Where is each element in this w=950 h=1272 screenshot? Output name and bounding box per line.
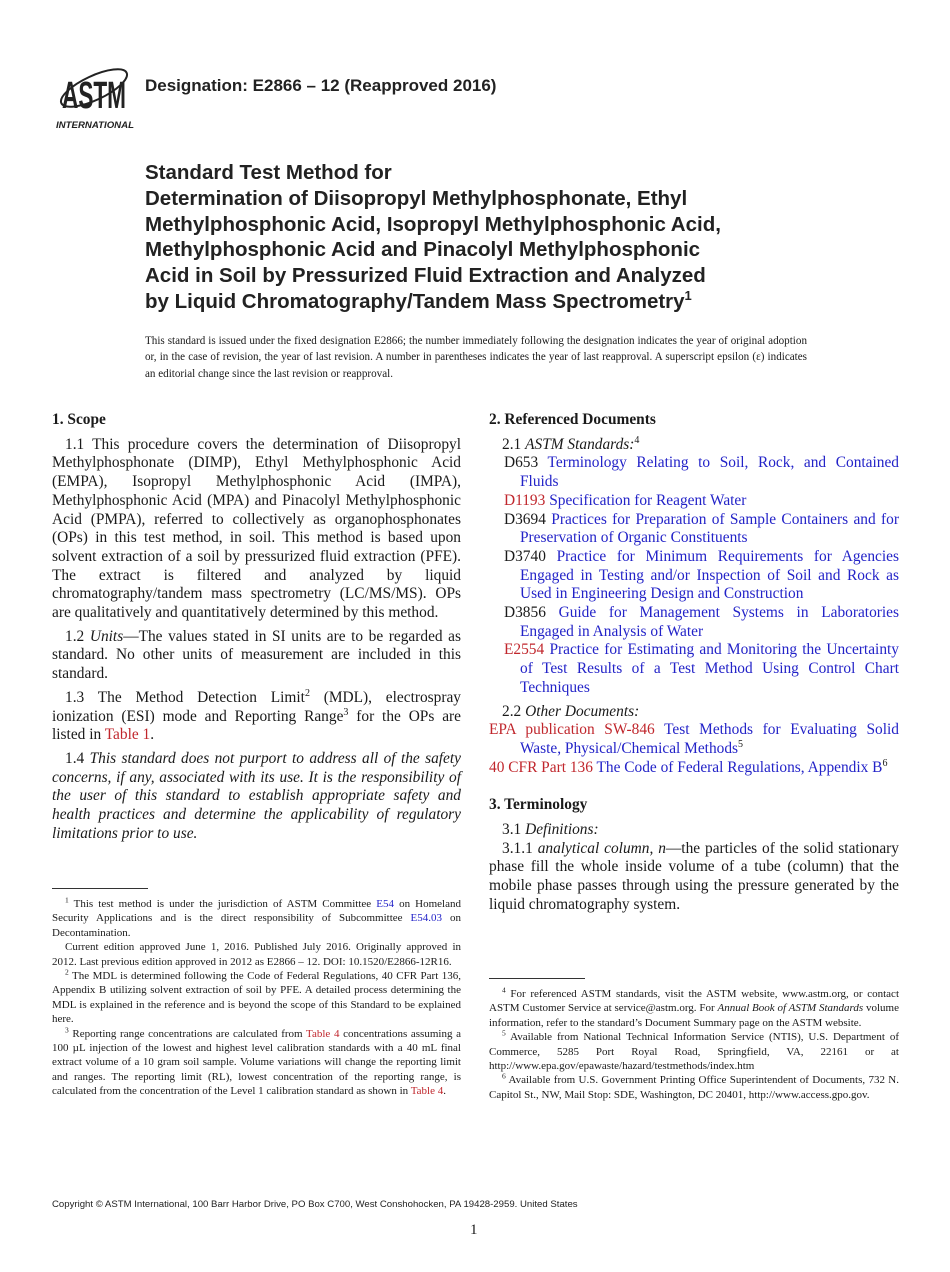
reference-link[interactable]: Practice for Minimum Requirements for Agencies Engaged in Testing and/or Inspection of Soil and Rock as Used in Engineering Design and Construction: [520, 547, 899, 603]
reference-sw846: [489, 721, 899, 758]
other-documents-label: [502, 703, 899, 722]
footnote-number: 3: [65, 1025, 69, 1034]
footnote-text: volume information, refer to the standard’s Document Summary page on the ASTM website.: [489, 1002, 899, 1029]
label: Definitions:: [525, 821, 599, 839]
paragraph-1-2: [52, 628, 461, 684]
reference-d1193: [504, 492, 899, 511]
paragraph-number: 1.2: [65, 627, 90, 645]
footnotes-left: [52, 897, 461, 1099]
reference-link[interactable]: Guide for Management Systems in Laboratories Engaged in Analysis of Water: [520, 604, 899, 640]
title-line: Methylphosphonic Acid, Isopropyl Methylphosphonic Acid,: [145, 212, 721, 236]
table-4-link[interactable]: Table 4: [410, 1085, 444, 1098]
paragraph-1-1: 1.1 This procedure covers the determination of Diisopropyl Methylphosphonate (DIMP), Ethyl Methylphosphonic Acid (EMPA), Isopropyl Methylphosphonic Acid (IMPA), Methylphosphonic Acid (MPA) and Pinacolyl Methylphosphonic Acid (PMPA), referred to collectively as organophosphonates (OPs) in this test method, in soil. This method is based upon solvent extraction of a soil by pressurized fluid extraction (PFE). The extract is filtered and analyzed by liquid chromatography/tandem mass spectrometry (LC/MS/MS). OPs are qualitatively and quantitatively determined by this method.: [52, 435, 461, 622]
paragraph-1-4: [52, 750, 461, 844]
footnote-number: 1: [65, 895, 69, 905]
defined-term: analytical column, n: [537, 839, 666, 857]
reference-link[interactable]: Practices for Preparation of Sample Containers and for Preservation of Organic Constituents: [520, 510, 899, 547]
subcommittee-e54-03-link[interactable]: E54.03: [410, 912, 443, 925]
abstract: This standard is issued under the fixed designation E2866; the number immediately following the designation indicates the year of original adoption or, in the case of revision, the year of last revision. A number in parentheses indicates the year of last reapproval. A superscript epsilon (ε) indicates an editorial change since the last revision or reapproval.: [145, 335, 807, 380]
reference-link[interactable]: Practice for Estimating and Monitoring the Uncertainty of Test Results of a Test Method Using Control Chart Techniques: [520, 641, 899, 696]
footnote-text: Reporting range concentrations are calculated from: [68, 1027, 307, 1040]
footnote-text: For referenced ASTM standards, visit the ASTM website, www.astm.org, or contact ASTM Customer Service at service@astm.org. For: [489, 988, 899, 1015]
paragraph-number: 2.1: [502, 435, 526, 453]
footnote-5: [489, 1030, 899, 1073]
title-line: [145, 289, 721, 315]
section-heading-scope: 1. Scope: [52, 411, 106, 428]
title-line-text: by Liquid Chromatography/Tandem Mass Spectrometry: [145, 289, 685, 313]
reference-code: D3740: [504, 547, 546, 565]
designation: Designation: E2866 – 12 (Reapproved 2016): [145, 76, 497, 95]
footnote-text: .: [443, 1085, 446, 1098]
reference-d3740: [504, 548, 899, 604]
footnote-mark[interactable]: 2: [304, 687, 310, 699]
paragraph-text: for the OPs are listed in: [52, 707, 461, 744]
paragraph-number: 3.1: [502, 821, 526, 839]
footnote-6: [489, 1073, 899, 1102]
edition-note: Current edition approved June 1, 2016. Published July 2016. Originally approved in 2012. Last previous edition approved in 2012 as E2866 – 12. DOI: 10.1520/E2866-12R16.: [52, 941, 461, 968]
reference-code: D3694: [504, 510, 546, 528]
svg-text:INTERNATIONAL: INTERNATIONAL: [56, 120, 135, 131]
footnote-number: 4: [502, 985, 506, 995]
title-line: Acid in Soil by Pressurized Fluid Extraction and Analyzed: [145, 264, 706, 288]
paragraph-number: 2.2: [502, 702, 526, 720]
svg-text:ASTM: ASTM: [62, 75, 126, 117]
reference-d653: [504, 454, 899, 491]
footnote-divider: [489, 978, 585, 979]
footnote-number: 5: [502, 1028, 506, 1038]
book-title: Annual Book of ASTM Standards: [717, 1002, 864, 1015]
right-column: [489, 411, 899, 915]
title-line: Standard Test Method for: [145, 161, 392, 184]
document-title: [145, 160, 721, 315]
footnote-text: Available from U.S. Government Printing Office Superintendent of Documents, 732 N. Capitol St., NW, Mail Stop: SDE, Washington, DC 20401, http://www.access.gpo.gov.: [489, 1074, 899, 1101]
footnote-divider: [52, 888, 148, 889]
committee-e54-link[interactable]: E54: [376, 898, 394, 910]
table-1-link[interactable]: Table 1: [104, 726, 151, 744]
paragraph-text: (MDL), electrospray ionization (ESI) mode and Reporting Range: [52, 688, 462, 725]
footnotes-right: [489, 987, 899, 1102]
label: ASTM Standards:: [525, 435, 635, 453]
page-number: 1: [470, 1222, 478, 1238]
copyright-notice: Copyright © ASTM International, 100 Barr Harbor Drive, PO Box C700, West Conshohocken, PA 19428-2959. United States: [52, 1199, 578, 1210]
reference-link[interactable]: Terminology Relating to Soil, Rock, and Contained Fluids: [520, 454, 899, 491]
label: Other Documents:: [525, 702, 640, 720]
footnote-3: [52, 1027, 461, 1099]
paragraph-text: —The values stated in SI units are to be regarded as standard. No other units of measurement are included in this standard.: [52, 627, 461, 683]
reference-d3694: [504, 511, 899, 548]
paragraph-number: 1.4: [65, 749, 90, 767]
reference-code-link[interactable]: D1193: [504, 491, 546, 509]
footnote-number: 6: [502, 1071, 506, 1081]
footnote-text: Available from National Technical Information Service (NTIS), U.S. Department of Commerce, 5285 Port Royal Road, Springfield, VA, 22161 or at http://www.epa.gov/epawaste/hazard/testmethods/index.htm: [489, 1031, 899, 1073]
astm-standards-label: [502, 436, 899, 455]
reference-code: D653: [504, 454, 539, 472]
footnote-text: on Decontamination.: [52, 912, 462, 939]
reference-40cfr136: [489, 759, 899, 778]
reference-link[interactable]: Specification for Reagent Water: [549, 491, 747, 509]
section-heading-terminology: 3. Terminology: [489, 796, 588, 814]
paragraph-number: 3.1.1: [502, 839, 538, 857]
footnote-mark[interactable]: 1: [684, 288, 692, 304]
paragraph-text: 1.3 The Method Detection Limit: [65, 688, 305, 706]
footnote-1: [52, 897, 461, 940]
footnote-mark[interactable]: 3: [343, 706, 349, 718]
reference-code-link[interactable]: E2554: [504, 641, 545, 659]
footnote-number: 2: [65, 967, 69, 977]
footnote-mark[interactable]: 4: [634, 434, 640, 446]
footnote-text: on Homeland Security Applications and is the direct responsibility of Subcommittee: [52, 898, 461, 925]
footnote-text: The MDL is determined following the Code of Federal Regulations, 40 CFR Part 136, Appendix B utilizing solvent extraction of soil by PFE. A detailed process determining the MDL is explained in the reference and is beyond the scope of this Standard to be explained here.: [52, 970, 461, 1026]
astm-logo: [56, 58, 136, 134]
footnote-mark[interactable]: 6: [882, 757, 888, 769]
reference-code-link[interactable]: 40 CFR Part 136: [489, 758, 593, 776]
reference-code: D3856: [504, 604, 546, 622]
left-column: [52, 411, 461, 843]
definition-text: —the particles of the solid stationary phase fill the whole inside volume of a tube (column) that the mobile phase passes through using the pressure generated by the liquid chromatography system.: [489, 839, 899, 913]
title-line: Methylphosphonic Acid and Pinacolyl Methylphosphonic: [145, 238, 701, 262]
reference-code-link[interactable]: EPA publication SW-846: [489, 721, 655, 739]
footnote-2: [52, 969, 461, 1027]
reference-link[interactable]: Test Methods for Evaluating Solid Waste, Physical/Chemical Methods: [520, 721, 899, 757]
reference-d3856: [504, 604, 899, 641]
units-label: Units: [89, 627, 124, 645]
section-heading-referenced-documents: 2. Referenced Documents: [489, 411, 656, 428]
footnote-text: This test method is under the jurisdiction of ASTM Committee: [68, 898, 377, 910]
reference-e2554: [504, 641, 899, 697]
footnote-4: [489, 987, 899, 1030]
safety-caveat: This standard does not purport to address all of the safety concerns, if any, associated with its use. It is the responsibility of the user of this standard to establish appropriate safety and health practices and determine the applicability of regulatory limitations prior to use.: [52, 749, 461, 842]
title-line: Determination of Diisopropyl Methylphosphonate, Ethyl: [145, 186, 688, 210]
paragraph-1-3: [52, 689, 461, 745]
paragraph-text: .: [150, 726, 155, 744]
reference-link[interactable]: The Code of Federal Regulations, Appendix B: [596, 758, 883, 776]
footnote-text: concentrations assuming a 100 µL injection of the lowest and highest level calibration standards with a 40 mL final extract volume of a 10 gram soil sample. Volume variations will change the reporting limit and ranges. The reporting limit (RL), lowest concentration of the reporting range, is calculated from the concentration of the Level 1 calibration standard as shown in: [52, 1027, 461, 1098]
definitions-label: [502, 821, 899, 840]
definition-analytical-column: [489, 840, 899, 915]
footnote-mark[interactable]: 5: [738, 738, 744, 750]
table-4-link[interactable]: Table 4: [306, 1027, 340, 1040]
